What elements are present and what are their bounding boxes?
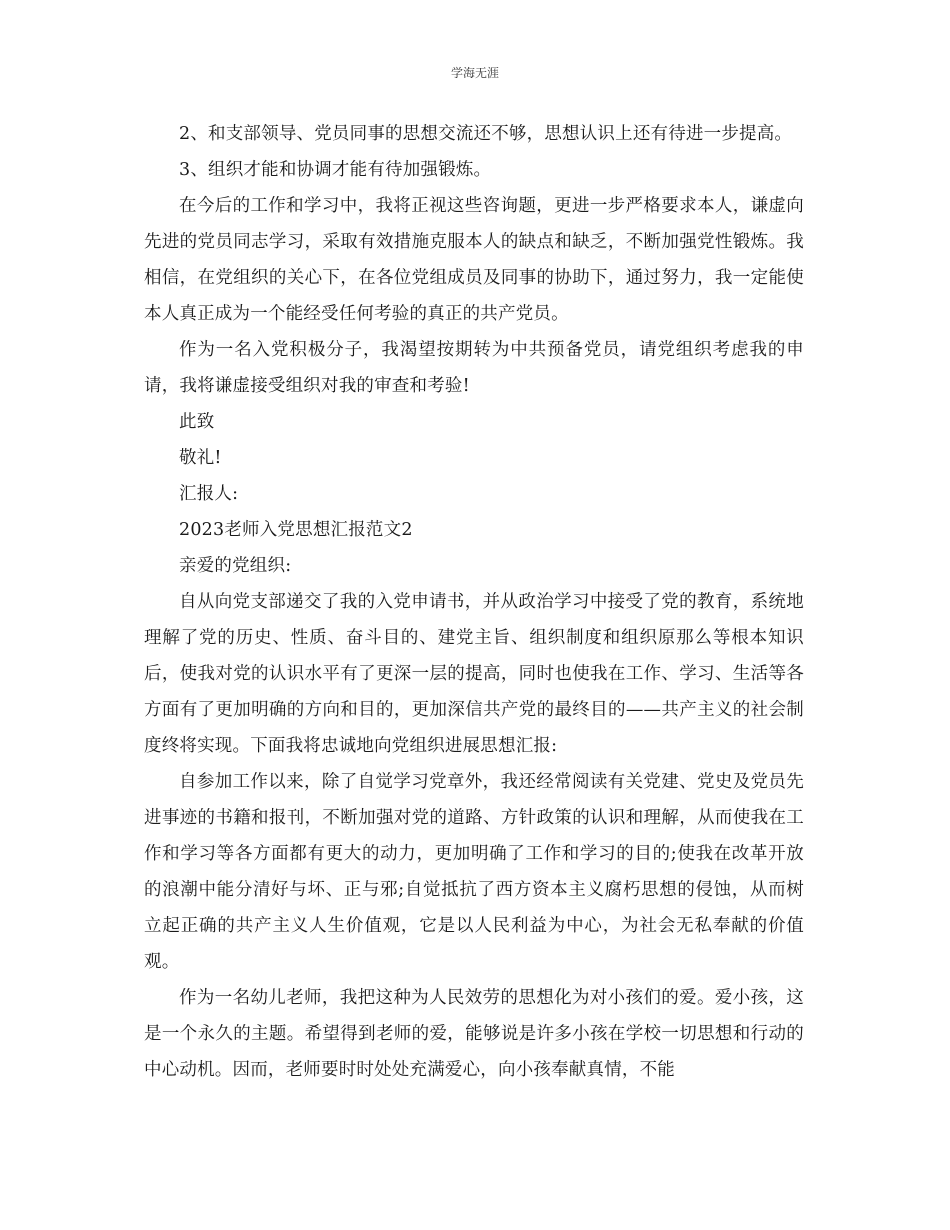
paragraph-2: 3、组织才能和协调才能有待加强锻炼。: [179, 160, 492, 180]
reporter-line: 汇报人:: [179, 484, 239, 504]
paragraph-6: 自参加工作以来，除了自觉学习党章外，我还经常阅读有关党建、党史及党员先进事迹的书籍和报刊，不断加强对党的道路、方针政策的认识和理解，从而使我在工作和学习等各方面都有更大的动力，更加明确了工作和学习的目的;使我在改革开放的浪潮中能分清好与坏、正与邪;自觉抵抗了西方资本主义腐朽思想的侵蚀，从而树立起正确的共产主义人生价值观，它是以人民利益为中心，为社会无私奉献的价值观。: [144, 772, 804, 972]
page-header: 学海无涯: [450, 66, 499, 80]
closing-salutation: 此致: [179, 412, 215, 432]
closing-regards: 敬礼!: [179, 448, 222, 468]
document-body: [144, 116, 804, 1088]
section-title: 2023老师入党思想汇报范文2: [179, 520, 413, 540]
paragraph-1: 2、和支部领导、党员同事的思想交流还不够，思想认识上还有待进一步提高。: [179, 124, 793, 144]
paragraph-7: 作为一名幼儿老师，我把这种为人民效劳的思想化为对小孩们的爱。爱小孩，这是一个永久的主题。希望得到老师的爱，能够说是许多小孩在学校一切思想和行动的中心动机。因而，老师要时时处处充满爱心，向小孩奉献真情，不能: [144, 988, 804, 1080]
paragraph-5: 自从向党支部递交了我的入党申请书，并从政治学习中接受了党的教育，系统地理解了党的历史、性质、奋斗目的、建党主旨、组织制度和组织原那么等根本知识后，使我对党的认识水平有了更深一层的提高，同时也使我在工作、学习、生活等各方面有了更加明确的方向和目的，更加深信共产党的最终目的——共产主义的社会制度终将实现。下面我将忠诚地向党组织进展思想汇报:: [144, 592, 804, 756]
greeting: 亲爱的党组织:: [179, 556, 292, 576]
paragraph-3: 在今后的工作和学习中，我将正视这些咨询题，更进一步严格要求本人，谦虚向先进的党员同志学习，采取有效措施克服本人的缺点和缺乏，不断加强党性锻炼。我相信，在党组织的关心下，在各位党组成员及同事的协助下，通过努力，我一定能使本人真正成为一个能经受任何考验的真正的共产党员。: [144, 196, 804, 324]
paragraph-4: 作为一名入党积极分子，我渴望按期转为中共预备党员，请党组织考虑我的申请，我将谦虚接受组织对我的审查和考验!: [144, 340, 804, 396]
